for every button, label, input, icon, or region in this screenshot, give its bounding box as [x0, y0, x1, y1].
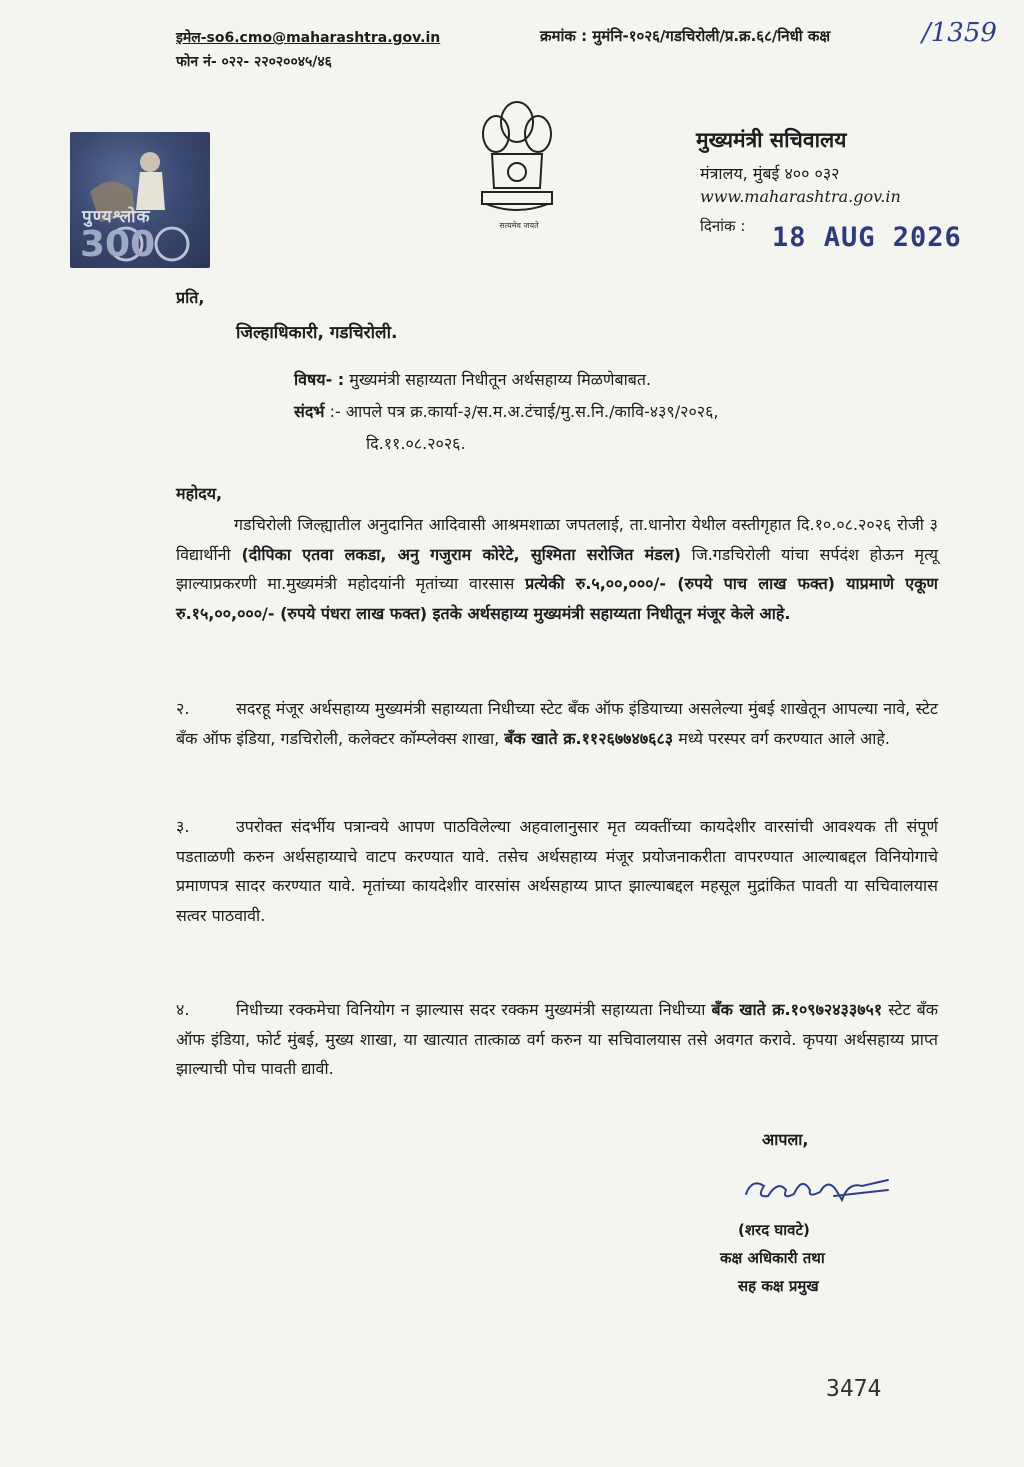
- para2-number: २.: [176, 699, 190, 718]
- reference-text: :- आपले पत्र क्र.कार्या-३/स.म.अ.टंचाई/मु.स.नि./कावि-४३९/२०२६,: [324, 402, 719, 421]
- salutation: महोदय,: [176, 484, 223, 503]
- to-label: प्रति,: [176, 288, 205, 307]
- signature-icon: [738, 1160, 908, 1216]
- para4-text-c: स्टेट बँक ऑफ इंडिया, फोर्ट मुंबई, मुख्य शाखा, या खात्यात तात्काळ वर्ग करुन या सचिवालयास तसे अवगत करावे. कृपया अर्थसहाय्य प्राप्त झाल्याची पोच पावती द्यावी.: [176, 1000, 938, 1078]
- email-line: इमेल-so6.cmo@maharashtra.gov.in: [176, 30, 441, 46]
- office-title: मुख्यमंत्री सचिवालय: [696, 128, 847, 152]
- para3-text: उपरोक्त संदर्भीय पत्रान्वये आपण पाठविलेल्या अहवालानुसार मृत व्यक्तींच्या कायदेशीर वारसांची आवश्यक ती संपूर्ण पडताळणी करुन अर्थसहाय्याचे वाटप करण्यात यावे. तसेच अर्थसहाय्य मंजूर प्रयोजनाकरीता वापरण्यात आल्याबद्दल विनियोगाचे प्रमाणपत्र सादर करण्यात यावे. मृतांच्या कायदेशीर वारसांस अर्थसहाय्य प्राप्त झाल्याबद्दल महसूल मुद्रांकित पावती या सचिवालयास सत्वर पाठवावी.: [176, 817, 938, 925]
- signatory-designation-2: सह कक्ष प्रमुख: [738, 1277, 819, 1295]
- para1-text-a: गडचिरोली जिल्ह्यातील अनुदानित आदिवासी आश्रमशाळा जपतलाई, ता.धानोरा येथील वस्तीगृहात दि.१०.०८.२०२६ रोजी ३ विद्यार्थीनी: [176, 515, 938, 564]
- signatory-name: (शरद घावटे): [738, 1221, 810, 1239]
- date-stamp: 18 AUG 2026: [772, 222, 962, 253]
- closing-yours: आपला,: [762, 1130, 809, 1149]
- addressee: जिल्हाधिकारी, गडचिरोली.: [236, 323, 398, 343]
- paragraph-4: [176, 995, 938, 1084]
- punyashlok-300-logo: [70, 132, 210, 268]
- signatory-designation-1: कक्ष अधिकारी तथा: [720, 1249, 825, 1267]
- para2-text-c: मध्ये परस्पर वर्ग करण्यात आले आहे.: [673, 728, 890, 748]
- office-address: मंत्रालय, मुंबई ४०० ०३२: [700, 164, 840, 183]
- reference-number: क्रमांक : मुमंनि-१०२६/गडचिरोली/प्र.क्र.६८/निधी कक्ष: [540, 27, 831, 45]
- paragraph-1: [176, 510, 938, 628]
- phone-line: फोन नं- ०२२- २२०२००४५/४६: [176, 54, 332, 70]
- paragraph-2: [176, 694, 938, 753]
- reference-line: [294, 400, 719, 422]
- para1-amount: प्रत्येकी रु.५,००,०००/- (रुपये पाच लाख फक्त) याप्रमाणे एकूण रु.१५,००,०००/- (रुपये पंधरा लाख फक्त) इतके अर्थसहाय्य मुख्यमंत्री सहाय्यता निधीतून मंजूर केले आहे.: [176, 574, 938, 623]
- reference-date: दि.११.०८.२०२६.: [366, 434, 466, 453]
- para2-text-a: सदरहू मंजूर अर्थसहाय्य मुख्यमंत्री सहाय्यता निधीच्या स्टेट बँक ऑफ इंडियाच्या असलेल्या मुंबई शाखेतून आपल्या नावे, स्टेट बँक ऑफ इंडिया, गडचिरोली, कलेक्टर कॉम्प्लेक्स शाखा,: [176, 699, 938, 748]
- logo-text: पुण्यश्लोक: [82, 207, 151, 227]
- emblem-motto: सत्यमेव जयते: [499, 221, 539, 230]
- national-emblem-icon: [474, 92, 560, 232]
- para4-number: ४.: [176, 1000, 190, 1019]
- para2-account: बँक खाते क्र.११२६७७४७६८३: [504, 728, 674, 748]
- subject-text: मुख्यमंत्री सहाय्यता निधीतून अर्थसहाय्य मिळणेबाबत.: [344, 370, 652, 389]
- page-stamp-number: 3474: [826, 1376, 882, 1402]
- office-website: www.maharashtra.gov.in: [700, 187, 901, 206]
- logo-number: 300: [80, 224, 156, 265]
- para1-student-names: (दीपिका एतवा लकडा, अनु गजुराम कोरेटे, सुश्मिता सरोजित मंडल): [241, 544, 681, 564]
- date-label: दिनांक :: [700, 217, 746, 235]
- para3-number: ३.: [176, 817, 190, 836]
- paragraph-3: [176, 812, 938, 930]
- reference-label: संदर्भ: [294, 402, 325, 421]
- handwritten-reference: /1359: [922, 18, 997, 48]
- para4-account: बँक खाते क्र.१०९७२४३३७५१: [711, 1000, 883, 1019]
- subject-line: [294, 368, 651, 390]
- para1-text-c: जि.गडचिरोली यांचा सर्पदंश होऊन मृत्यू झाल्याप्रकरणी मा.मुख्यमंत्री महोदयांनी मृतांच्या वारसास: [176, 544, 938, 593]
- para4-text-a: निधीच्या रक्कमेचा विनियोग न झाल्यास सदर रक्कम मुख्यमंत्री सहाय्यता निधीच्या: [236, 1000, 712, 1019]
- subject-label: विषय- :: [294, 370, 345, 389]
